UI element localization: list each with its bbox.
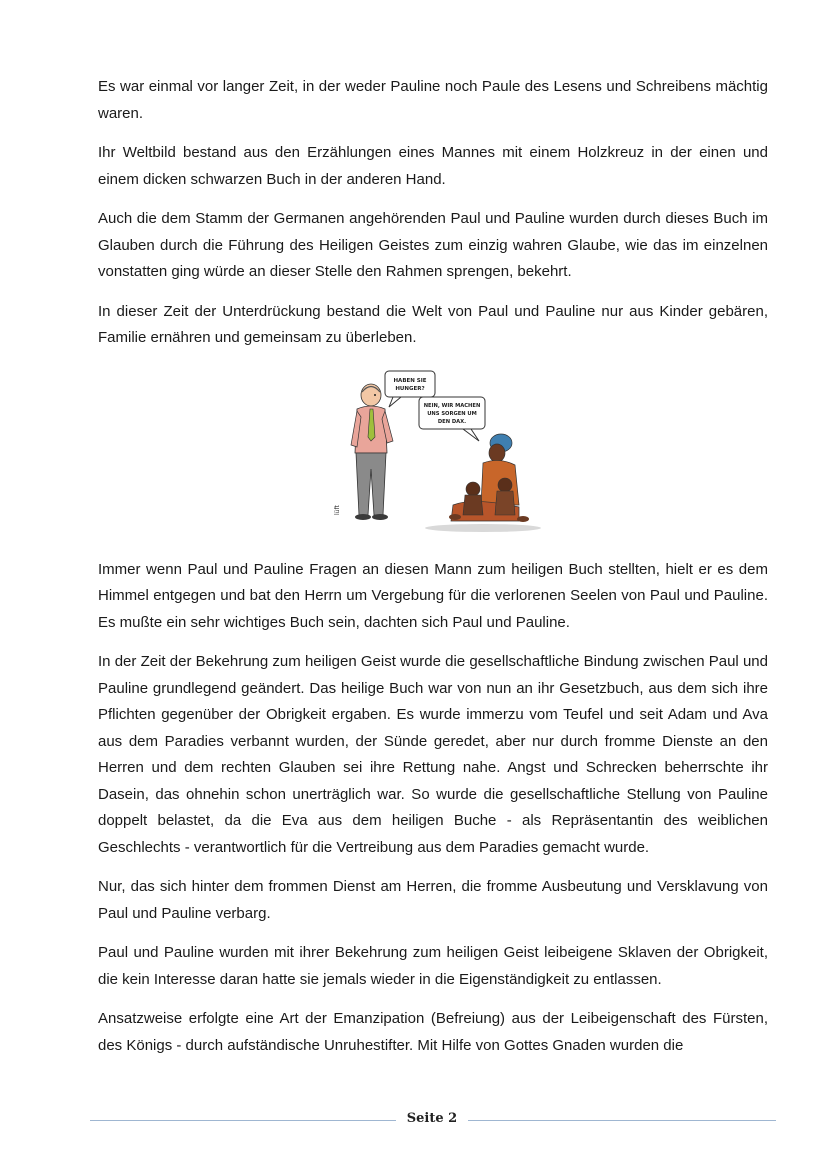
man-figure (351, 384, 393, 520)
paragraph-3: Auch die dem Stamm der Germanen angehörenden Paul und Pauline wurden durch dieses Buch im Glauben durch die Führung des Heiligen Geistes zum einzig wahren Glaube, wie das im einzelnen vonstatten ging würde an dieser Stelle den Rahmen sprengen, bekehrt. (98, 210, 768, 280)
paragraph-9: Ansatzweise erfolgte eine Art der Emanzipation (Befreiung) aus der Leibeigenschaft des Fürsten, des Königs - durch aufständische Unruhestifter. Mit Hilfe von Gottes Gnaden wurden die (98, 1010, 768, 1054)
bubble-woman-line-1: NEIN, WIR MACHEN (423, 402, 481, 409)
cartoon-figure (98, 365, 768, 535)
paragraph-1: Es war einmal vor langer Zeit, in der weder Pauline noch Paule des Lesens und Schreibens mächtig waren. (98, 78, 768, 122)
document-page (98, 74, 768, 1072)
paragraph-8: Paul und Pauline wurden mit ihrer Bekehrung zum heiligen Geist leibeigene Sklaven der Obrigkeit, die kein Interesse daran hatte sie jemals wieder in die Eigenständigkeit zu entlassen. (98, 944, 768, 988)
footer-rule-right (468, 1120, 776, 1121)
paragraph-2: Ihr Weltbild bestand aus den Erzählungen eines Mannes mit einem Holzkreuz in der einen und einem dicken schwarzen Buch in der anderen Hand. (98, 144, 768, 188)
ground-shadow (425, 524, 541, 532)
paragraph-7: Nur, das sich hinter dem frommen Dienst am Herren, die fromme Ausbeutung und Versklavung von Paul und Pauline verbarg. (98, 878, 768, 922)
footer-rule-left (90, 1120, 396, 1121)
paragraph-5: Immer wenn Paul und Pauline Fragen an diesen Mann zum heiligen Buch stellten, hielt er es dem Himmel entgegen und bat den Herrn um Vergebung für die verlorenen Seelen von Paul und Pauline. Es mußte ein sehr wichtiges Buch sein, dachten sich Paul und Pauline. (98, 560, 768, 631)
page-footer (90, 1108, 776, 1134)
bubble-man-line-2: HUNGER? (395, 385, 425, 392)
page-number-label: Seite 2 (406, 1111, 458, 1126)
bubble-man-line-1: HABEN SIE (393, 377, 427, 384)
bubble-woman-line-2: UNS SORGEN UM (427, 410, 477, 417)
woman-with-children-figure (449, 434, 529, 522)
cartoon-illustration (333, 365, 543, 535)
paragraph-4: In dieser Zeit der Unterdrückung bestand die Welt von Paul und Pauline nur aus Kinder gebären, Familie ernähren und gemeinsam zu überleben. (98, 302, 768, 346)
paragraph-6: In der Zeit der Bekehrung zum heiligen Geist wurde die gesellschaftliche Bindung zwischen Paul und Pauline grundlegend geändert. Das heilige Buch war von nun an ihr Gesetzbuch, aus dem sich ihre Pflichten gegenüber der Obrigkeit ergaben. Es wurde immerzu vom Teufel und seit Adam und Ava aus dem Paradies verbannt wurden, der Sünde geredet, aber nur durch fromme Dienste an den Herren und dem rechten Glauben sei ihre Rettung nahe. Angst und Schrecken beherrschte ihr Dasein, das ohnehin schon unerträglich war. So wurde die gesellschaftliche Stellung von Pauline doppelt belastet, da die Eva aus dem heiligen Buche - als Repräsentantin des weiblichen Geschlechts - verantwortlich für die Vertreibung aus dem Paradies gemacht wurde. (98, 653, 768, 856)
cartoon-signature: lüft (334, 504, 341, 515)
bubble-woman-line-3: DEN DAX. (437, 418, 467, 425)
speech-bubble-woman (419, 397, 485, 441)
